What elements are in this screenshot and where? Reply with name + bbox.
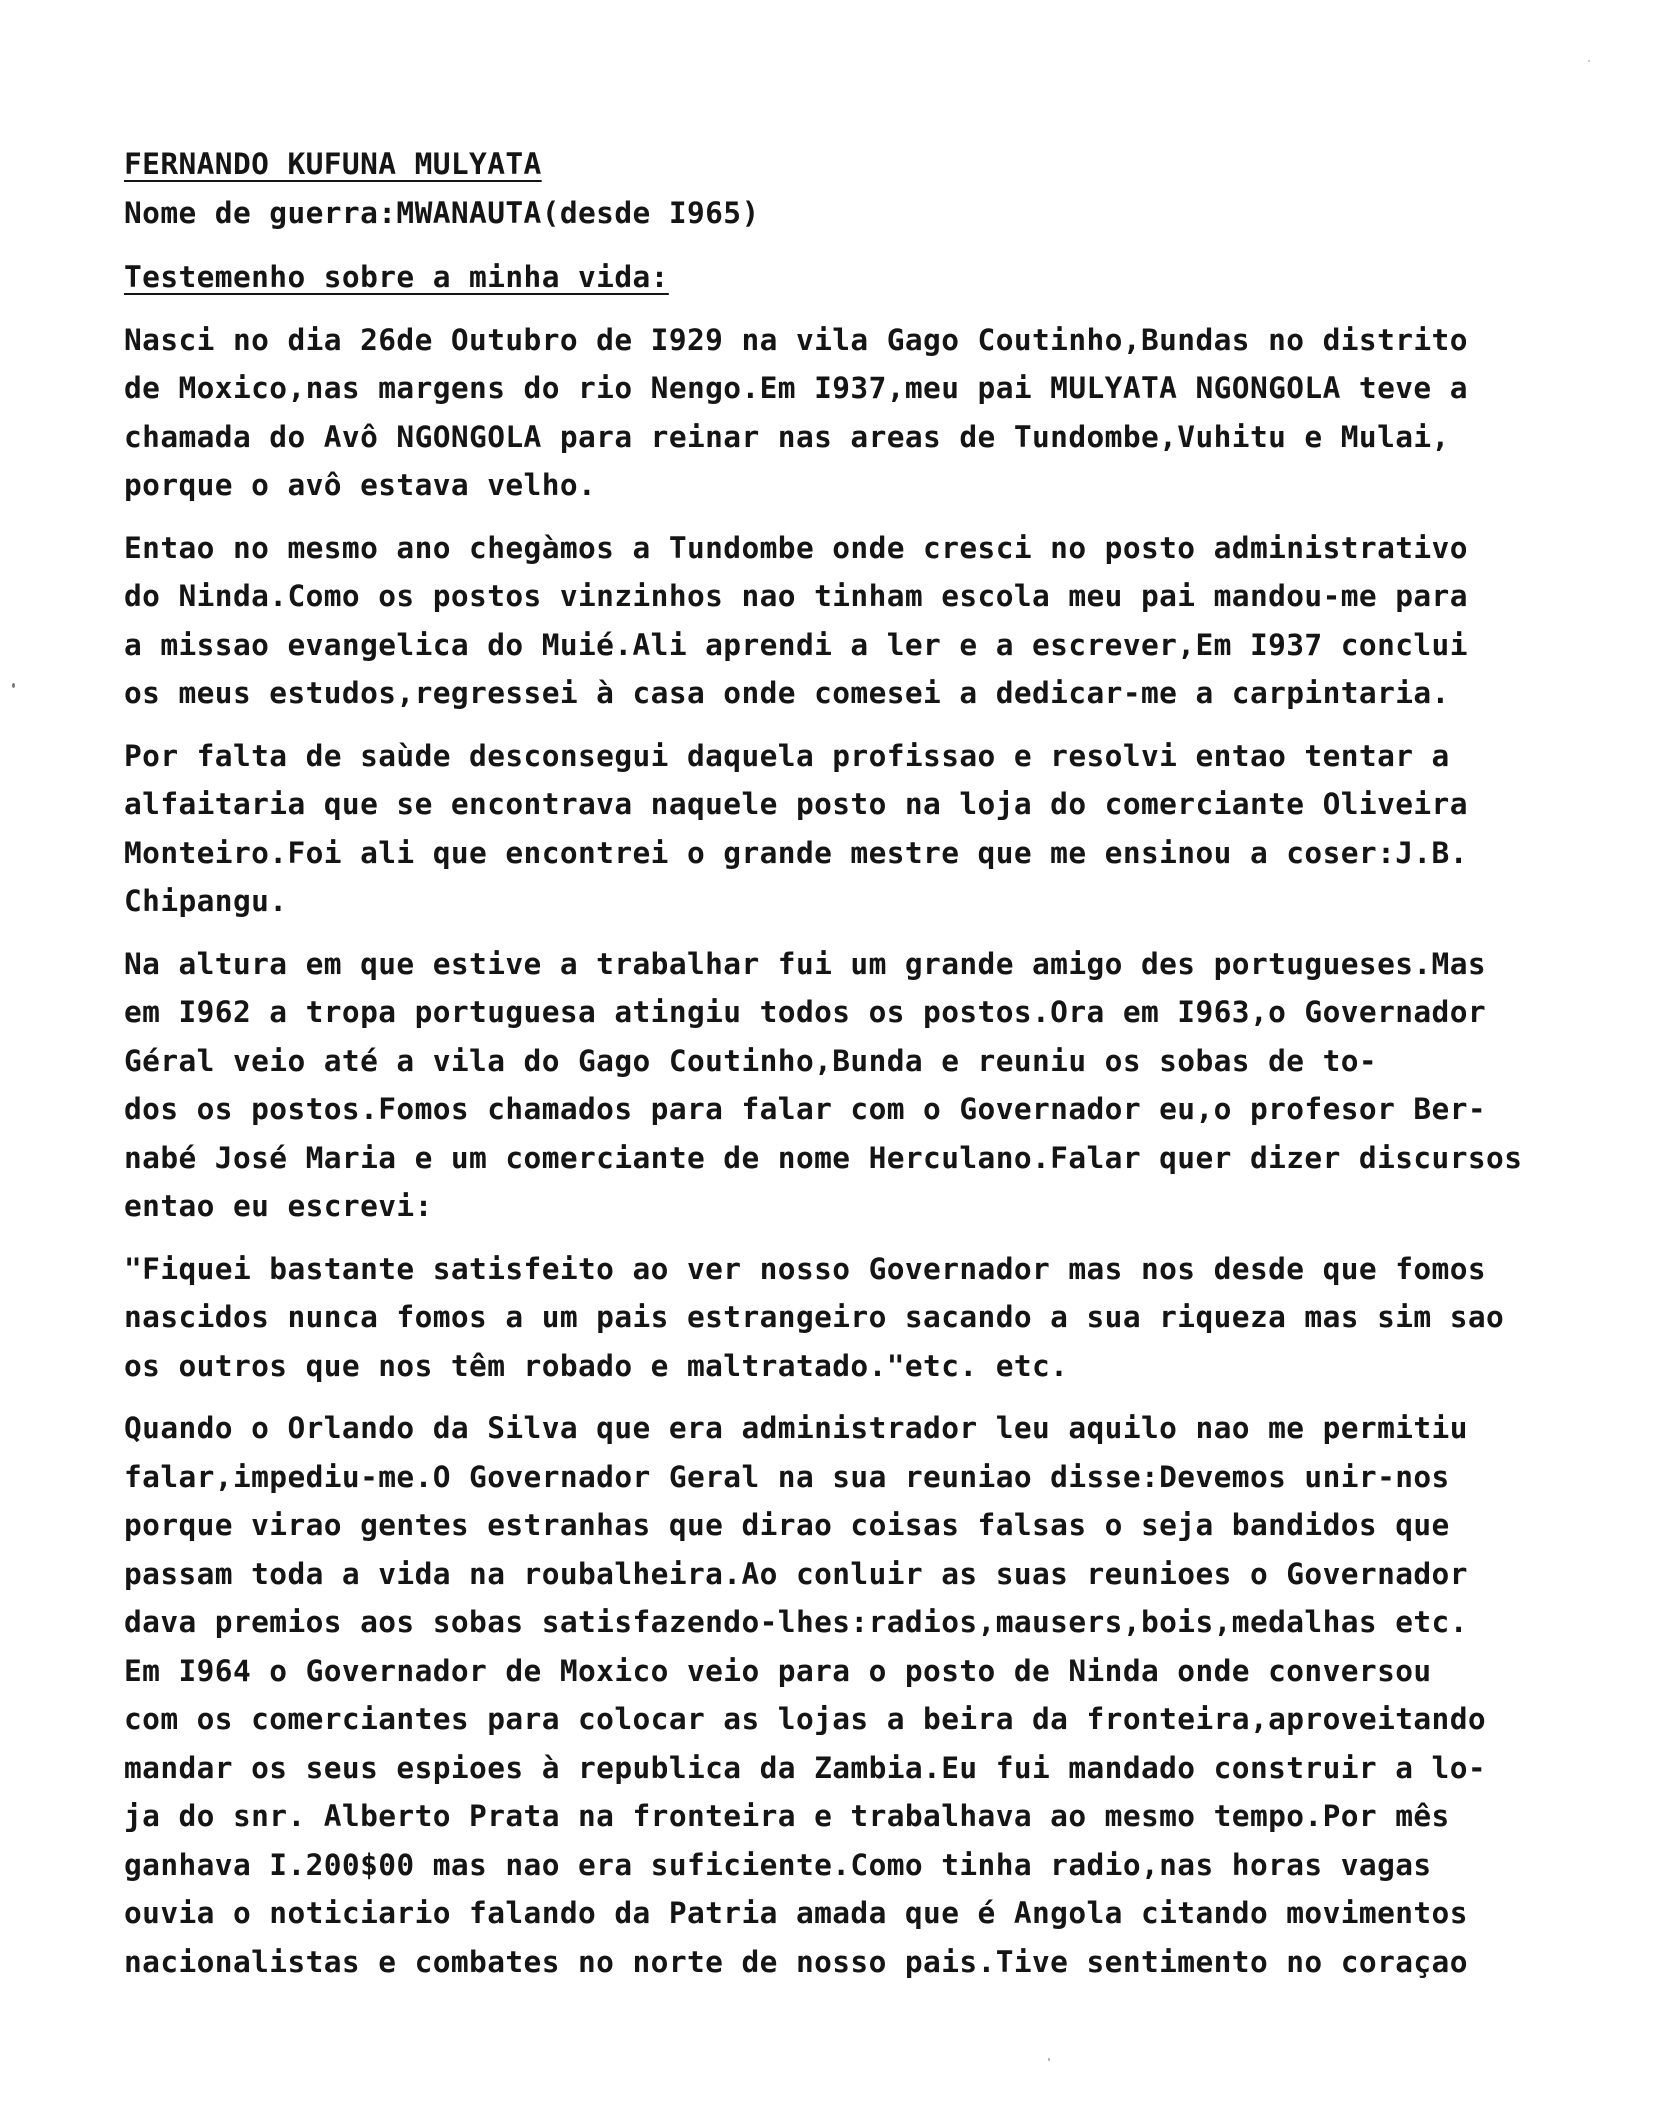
- text-line: "Fiquei bastante satisfeito ao ver nosso Governador mas nos desde que fomos: [124, 1251, 1487, 1286]
- paragraph-6: [124, 1404, 1654, 1986]
- text-line: Géral veio até a vila do Gago Coutinho,Bunda e reuniu os sobas de to-: [124, 1043, 1378, 1078]
- text-line: entao eu escrevi:: [124, 1189, 433, 1223]
- paper-speck: [1048, 2058, 1050, 2061]
- text-line: passam toda a vida na roubalheira.Ao conluir as suas reunioes o Governador: [124, 1556, 1468, 1591]
- text-line: nabé José Maria e um comerciante de nome Herculano.Falar quer dizer discursos: [124, 1140, 1523, 1175]
- text-line: Entao no mesmo ano chegàmos a Tundombe onde cresci no posto administrativo: [124, 530, 1468, 565]
- text-line: Monteiro.Foi ali que encontrei o grande mestre que me ensinou a coser:J.B.: [124, 835, 1468, 870]
- paper-speck: [1588, 60, 1590, 62]
- author-name: FERNANDO KUFUNA MULYATA: [124, 147, 542, 181]
- text-line: porque virao gentes estranhas que dirao coisas falsas o seja bandidos que: [124, 1508, 1450, 1542]
- text-line: ganhava I.200$00 mas nao era suficiente.Como tinha radio,nas horas vagas: [124, 1847, 1432, 1882]
- paragraph-1: [124, 316, 1654, 510]
- paragraph-2: [124, 524, 1654, 718]
- text-line: Em I964 o Governador de Moxico veio para o posto de Ninda onde conversou: [124, 1653, 1432, 1688]
- text-line: Por falta de saùde desconsegui daquela profissao e resolvi entao tentar a: [124, 738, 1450, 773]
- text-line: os outros que nos têm robado e maltratado."etc. etc.: [124, 1348, 1069, 1383]
- text-line: dos os postos.Fomos chamados para falar com o Governador eu,o profesor Ber-: [124, 1092, 1487, 1126]
- text-line: Quando o Orlando da Silva que era administrador leu aquilo nao me permitiu: [124, 1411, 1468, 1445]
- text-line: do Ninda.Como os postos vinzinhos nao tinham escola meu pai mandou-me para: [124, 579, 1468, 613]
- paragraph-4: [124, 940, 1654, 1231]
- section-heading: Testemenho sobre a minha vida:: [124, 260, 669, 294]
- text-line: dava premios aos sobas satisfazendo-lhes:radios,mausers,bois,medalhas etc.: [124, 1605, 1468, 1639]
- text-line: a missao evangelica do Muié.Ali aprendi a ler e a escrever,Em I937 conclui: [124, 627, 1468, 662]
- text-line: falar,impediu-me.O Governador Geral na sua reuniao disse:Devemos unir-nos: [124, 1459, 1450, 1494]
- text-line: ouvia o noticiario falando da Patria amada que é Angola citando movimentos: [124, 1896, 1468, 1930]
- paragraph-3: [124, 732, 1654, 926]
- text-line: os meus estudos,regressei à casa onde comesei a dedicar-me a carpintaria.: [124, 676, 1450, 710]
- text-line: Na altura em que estive a trabalhar fui um grande amigo des portugueses.Mas: [124, 946, 1487, 981]
- text-line: Nasci no dia 26de Outubro de I929 na vila Gago Coutinho,Bundas no distrito: [124, 322, 1468, 357]
- war-name: Nome de guerra:MWANAUTA(desde I965): [124, 195, 760, 230]
- text-line: com os comerciantes para colocar as lojas a beira da fronteira,aproveitando: [124, 1702, 1487, 1736]
- text-line: nascidos nunca fomos a um pais estrangeiro sacando a sua riqueza mas sim sao: [124, 1300, 1505, 1334]
- text-line: porque o avô estava velho.: [124, 468, 597, 502]
- text-line: Chipangu.: [124, 884, 288, 918]
- text-line: chamada do Avô NGONGOLA para reinar nas areas de Tundombe,Vuhitu e Mulai,: [124, 419, 1450, 454]
- text-line: em I962 a tropa portuguesa atingiu todos os postos.Ora em I963,o Governador: [124, 995, 1487, 1029]
- text-line: alfaitaria que se encontrava naquele posto na loja do comerciante Oliveira: [124, 787, 1468, 821]
- document-body: [124, 140, 1654, 2000]
- paper-speck: [12, 683, 15, 688]
- text-line: nacionalistas e combates no norte de nosso pais.Tive sentimento no coraçao: [124, 1944, 1468, 1979]
- text-line: mandar os seus espioes à republica da Zambia.Eu fui mandado construir a lo-: [124, 1750, 1487, 1785]
- text-line: ja do snr. Alberto Prata na fronteira e trabalhava ao mesmo tempo.Por mês: [124, 1799, 1450, 1833]
- text-line: de Moxico,nas margens do rio Nengo.Em I937,meu pai MULYATA NGONGOLA teve a: [124, 371, 1468, 405]
- paragraph-5-quote: [124, 1245, 1654, 1391]
